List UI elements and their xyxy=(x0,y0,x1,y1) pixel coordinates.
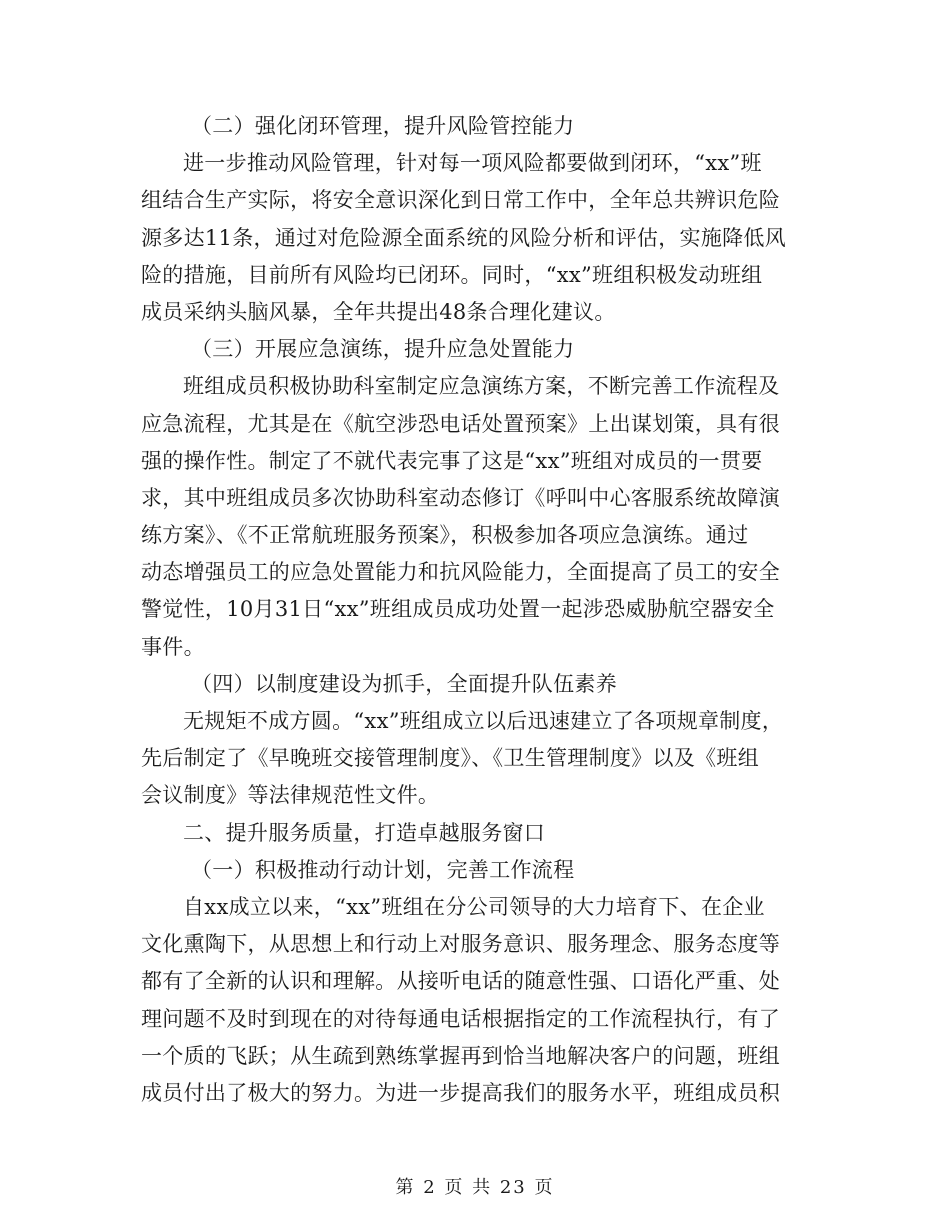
paragraph-line: 应急流程，尤其是在《航空涉恐电话处置预案》上出谋划策，具有很 xyxy=(141,411,780,436)
paragraph-line: 强的操作性。制定了不就代表完事了这是“xx”班组对成员的一贯要 xyxy=(141,448,763,473)
section-heading: （四）以制度建设为抓手，全面提升队伍素养 xyxy=(191,671,617,696)
paragraph-line: 求，其中班组成员多次协助科室动态修订《呼叫中心客服系统故障演 xyxy=(141,485,780,510)
section-heading: （三）开展应急演练，提升应急处置能力 xyxy=(191,337,575,362)
page-number-footer: 第 2 页 共 23 页 xyxy=(395,1177,555,1198)
chapter-heading: 二、提升服务质量，打造卓越服务窗口 xyxy=(183,820,546,845)
paragraph-line: 成员付出了极大的努力。为进一步提高我们的服务水平，班组成员积 xyxy=(141,1080,780,1105)
paragraph-line: 会议制度》等法律规范性文件。 xyxy=(141,783,440,808)
paragraph-line: 警觉性，10月31日“xx”班组成员成功处置一起涉恐威胁航空器安全 xyxy=(141,597,775,622)
paragraph-line: 成员采纳头脑风暴，全年共提出48条合理化建议。 xyxy=(141,299,616,324)
paragraph-line: 练方案》、《不正常航班服务预案》，积极参加各项应急演练。通过 xyxy=(141,523,749,548)
paragraph-line: 无规矩不成方圆。“xx”班组成立以后迅速建立了各项规章制度， xyxy=(183,709,784,733)
paragraph-line: 自xx成立以来，“xx”班组在分公司领导的大力培育下、在企业 xyxy=(183,894,765,919)
paragraph-line: 班组成员积极协助科室制定应急演练方案，不断完善工作流程及 xyxy=(183,374,780,399)
paragraph-line: 先后制定了《早晚班交接管理制度》、《卫生管理制度》以及《班组 xyxy=(141,746,759,771)
paragraph-line: 事件。 xyxy=(141,634,205,659)
paragraph-line: 理问题不及时到现在的对待每通电话根据指定的工作流程执行，有了 xyxy=(141,1006,780,1031)
paragraph-line: 动态增强员工的应急处置能力和抗风险能力，全面提高了员工的安全 xyxy=(141,560,780,585)
paragraph-line: 都有了全新的认识和理解。从接听电话的随意性强、口语化严重、处 xyxy=(141,969,780,994)
section-heading: （二）强化闭环管理，提升风险管控能力 xyxy=(191,114,575,138)
paragraph-line: 组结合生产实际，将安全意识深化到日常工作中，全年总共辨识危险 xyxy=(141,188,780,213)
paragraph-line: 进一步推动风险管理，针对每一项风险都要做到闭环，“xx”班 xyxy=(183,151,762,176)
document-body xyxy=(141,108,809,1112)
section-heading: （一）积极推动行动计划，完善工作流程 xyxy=(191,857,575,882)
paragraph-line: 险的措施，目前所有风险均已闭环。同时，“xx”班组积极发动班组 xyxy=(141,262,763,287)
paragraph-line: 文化熏陶下，从思想上和行动上对服务意识、服务理念、服务态度等 xyxy=(141,932,780,957)
paragraph-line: 源多达11条，通过对危险源全面系统的风险分析和评估，实施降低风 xyxy=(141,225,787,250)
paragraph-line: 一个质的飞跃；从生疏到熟练掌握再到恰当地解决客户的问题，班组 xyxy=(141,1043,780,1068)
